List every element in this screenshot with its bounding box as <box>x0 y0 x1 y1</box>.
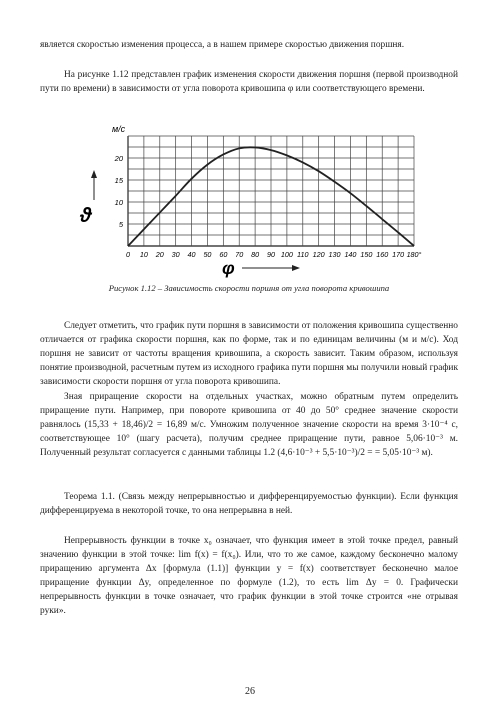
paragraph-1: является скоростью изменения процесса, а в нашем примере скоростью движения поршня. <box>40 40 405 50</box>
paragraph-3: Следует отметить, что график пути поршня в зависимости от положения кривошипа существенно отличается от графика скорости поршня, как по форме, так и по единицам величины (м и м/с). Ход поршня не зависит от частоты вращения кривошипа, а скорость зависит. Таким образом, используя понятие производной, расчетным путем из исходного графика пути поршня мы получили новый график зависимости скорости поршня от угла поворота кривошипа. <box>40 321 458 387</box>
y-tick-label: 10 <box>114 198 123 207</box>
x-axis-symbol: φ <box>222 258 235 278</box>
x-tick-label: 20 <box>155 250 164 259</box>
y-tick-label: 15 <box>114 176 123 185</box>
x-tick-label: 40 <box>187 250 196 259</box>
x-tick-label: 0 <box>126 250 130 259</box>
x-tick-label: 50 <box>203 250 212 259</box>
x-tick-label: 120 <box>312 250 325 259</box>
x-tick-label: 70 <box>235 250 244 259</box>
x-tick-label: 150 <box>360 250 373 259</box>
x-tick-label: 140 <box>344 250 357 259</box>
theorem-paragraph: Теорема 1.1. (Связь между непрерывностью и дифференцируемостью функции). Если функция дифференцируема в некоторой точке, то она непрерывна в ней. <box>40 492 458 516</box>
x-tick-label: 180° <box>406 250 422 259</box>
x-tick-label: 60 <box>219 250 228 259</box>
x-tick-label: 170 <box>392 250 405 259</box>
y-tick-label: 5 <box>118 220 123 229</box>
x-tick-label: 110 <box>297 250 309 259</box>
x-tick-label: 130 <box>328 250 341 259</box>
x-tick-label: 160 <box>376 250 389 259</box>
x-tick-label: 100 <box>280 250 293 259</box>
y-axis-symbol: ϑ <box>80 205 92 227</box>
x-tick-label: 30 <box>171 250 180 259</box>
x-tick-label: 80 <box>251 250 260 259</box>
chart-grid <box>128 136 414 246</box>
y-tick-label: 20 <box>114 154 123 163</box>
x-arrow-icon <box>242 265 300 271</box>
continuity-paragraph: Непрерывность функции в точке x₀ означает, что функция имеет в этой точке предел, равный значению функции в этой точке: lim f(x) = f(x₀). Или, что то же самое, каждому бесконечно малому приращению аргумента Δx [формула (1.1)] функции y = f(x) соответствует бесконечно малое приращение функции Δy, определенное по формуле (1.2), то есть lim Δy = 0. Графически непрерывность функции в точке означает, что график функции в этой точке строится «не отрывая руки». <box>40 536 458 616</box>
figure-caption: Рисунок 1.12 – Зависимость скорости поршня от угла поворота кривошипа <box>108 283 390 293</box>
page-number: 26 <box>245 686 255 697</box>
x-tick-label: 90 <box>267 250 275 259</box>
paragraph-4: Зная приращение скорости на отдельных участках, можно обратным путем определить приращение пути. Например, при повороте кривошипа от 40 до 50° среднее значение скорости равнялось (15,33 + 18,46)/2 = 16,89 м/с. Умножим полученное значение скорости на время 3·10⁻⁴ с, соответствующее 10° (шагу расчета), получим среднее приращение пути, равное 5,06·10⁻³ м. Полученный результат согласуется с данными таблицы 1.2 (4,6·10⁻³ + 5,5·10⁻³)/2 = = 5,05·10⁻³ м). <box>40 392 458 458</box>
paragraph-2: На рисунке 1.12 представлен график изменения скорости движения поршня (первой производной пути по времени) в зависимости от угла поворота кривошипа φ или соответствующего времени. <box>40 70 458 94</box>
y-arrow-icon <box>91 170 97 200</box>
x-tick-label: 10 <box>139 250 148 259</box>
y-unit-label: м/с <box>112 124 126 134</box>
velocity-chart <box>60 118 440 278</box>
